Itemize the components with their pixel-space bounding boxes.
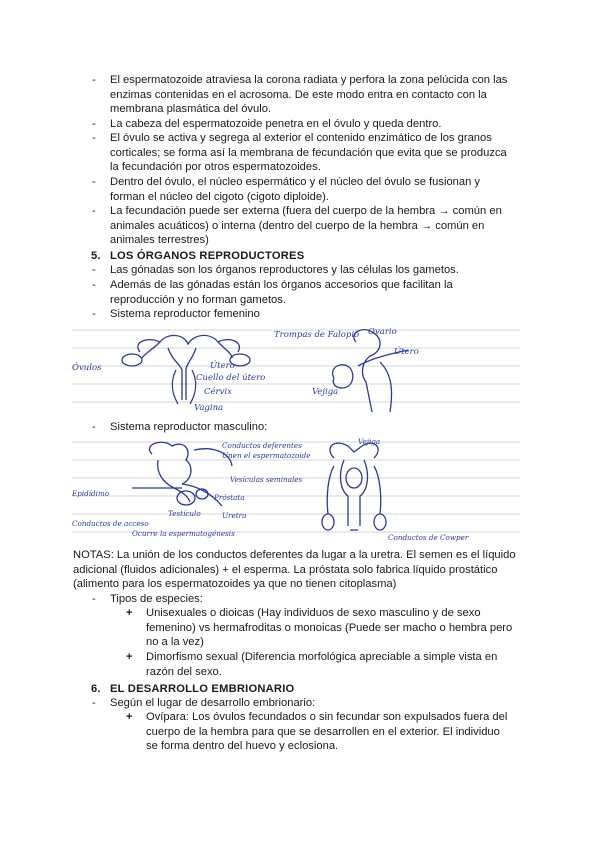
list-item: [92, 278, 510, 307]
label-vejiga-male: Vejiga: [358, 437, 381, 446]
bullet-dash: -: [92, 205, 96, 217]
list-item: [92, 263, 510, 278]
bullet-dash: -: [92, 279, 96, 291]
section-number: 5.: [91, 250, 101, 262]
bullet-dash: -: [92, 697, 96, 709]
label-cervix: Cérvix: [204, 387, 232, 397]
bullet-dash: -: [92, 132, 96, 144]
item-text: El óvulo se activa y segrega al exterior el contenido enzimático de los granos corticales; se forma así la membrana de fecundación que evita que se produzca la fecundación por otros espermatozoides.: [110, 132, 507, 174]
bullet-plus: +: [126, 651, 133, 663]
female-reproductive-diagram: [72, 322, 520, 418]
male-diagram-svg: [72, 436, 520, 546]
item-text: Sistema reproductor femenino: [110, 308, 260, 320]
list-item: [92, 175, 510, 204]
section-heading: [91, 682, 294, 697]
item-text: Dentro del óvulo, el núcleo espermático y el núcleo del óvulo se fusionan y forman el núcleo del cigoto (cigoto diploide).: [110, 176, 481, 203]
list-item: [92, 73, 510, 117]
item-text: La fecundación puede ser externa (fuera del cuerpo de la hembra → común en animales acuáticos) o interna (dentro del cuerpo de la hembra → común en animales terrestres): [110, 205, 502, 247]
bullet-dash: -: [92, 308, 96, 320]
item-text: Tipos de especies:: [110, 593, 203, 605]
section-title: LOS ÓRGANOS REPRODUCTORES: [110, 250, 305, 262]
label-testiculo: Testículo: [168, 509, 201, 518]
label-unen: Unen el espermatozoide: [222, 451, 311, 460]
label-ovulos: Óvulos: [72, 363, 102, 373]
list-item: [92, 696, 510, 711]
label-uretra: Uretra: [222, 511, 247, 520]
label-utero: Útero: [210, 361, 235, 371]
item-text: La cabeza del espermatozoide penetra en el óvulo y queda dentro.: [110, 118, 442, 130]
label-vesiculas: Vesículas seminales: [230, 475, 303, 484]
label-trompas: Trompas de Falopio: [274, 330, 360, 340]
female-diagram-labels: [72, 327, 419, 413]
label-vagina: Vagina: [194, 403, 224, 413]
male-reproductive-diagram: [72, 436, 520, 546]
list-item: [92, 117, 510, 132]
bullet-plus: +: [126, 607, 133, 619]
sub-item-text: Ovípara: Los óvulos fecundados o sin fecundar son expulsados fuera del cuerpo de la hembra para que se desarrollen en el exterior. El individuo se forma dentro del huevo y eclosiona.: [146, 711, 508, 753]
section-title: EL DESARROLLO EMBRIONARIO: [110, 683, 295, 695]
list-item: [92, 592, 510, 607]
sub-list-item: [126, 710, 514, 754]
bullet-dash: -: [92, 74, 96, 86]
label-conductos-deferentes: Conductos deferentes: [222, 441, 302, 450]
label-vejiga: Vejiga: [312, 387, 339, 397]
label-cuello: Cuello del útero: [196, 373, 266, 383]
list-item: [92, 204, 510, 248]
sub-item-text: Dimorfismo sexual (Diferencia morfológica apreciable a simple vista en razón del sexo.: [146, 651, 498, 678]
sub-list-item: [126, 650, 514, 679]
bullet-dash: -: [92, 118, 96, 130]
notebook-lines: [72, 330, 520, 402]
sub-item-text: Unisexuales o dioicas (Hay individuos de sexo masculino y de sexo femenino) vs hermafroditas o monoicas (Puede ser macho o hembra pero no a la vez): [146, 607, 513, 649]
label-epididimo: Epidídimo: [72, 489, 110, 498]
item-text: Sistema reproductor masculino:: [110, 421, 268, 433]
item-text: Según el lugar de desarrollo embrionario:: [110, 697, 316, 709]
male-diagram-labels: [72, 437, 469, 542]
uterus-side-drawing: [333, 330, 408, 412]
list-item: [92, 420, 510, 435]
section-heading: [91, 249, 304, 264]
label-utero-side: Útero: [394, 347, 419, 357]
label-espermatogenesis: Ocurre la espermatogénesis: [132, 529, 235, 538]
sub-list-item: [126, 606, 514, 650]
bullet-dash: -: [92, 421, 96, 433]
bullet-dash: -: [92, 593, 96, 605]
male-front-drawing: [322, 443, 386, 530]
section-number: 6.: [91, 683, 101, 695]
bullet-dash: -: [92, 264, 96, 276]
female-diagram-svg: [72, 322, 520, 418]
label-conductos-acceso: Conductos de acceso: [72, 519, 149, 528]
list-item: [92, 307, 510, 322]
bullet-plus: +: [126, 711, 133, 723]
bullet-dash: -: [92, 176, 96, 188]
list-item: [92, 131, 510, 175]
label-ovario: Ovario: [368, 327, 397, 337]
item-text: Además de las gónadas están los órganos accesorios que facilitan la reproducción y no forman gametos.: [110, 279, 453, 306]
label-prostata: Próstata: [214, 493, 245, 502]
notes-paragraph: NOTAS: La unión de los conductos deferentes da lugar a la uretra. El semen es el líquido adicional (fluidos adicionales) + el esperma. La próstata solo fabrica líquido prostático (alimento para los espermatozoides ya que no tienen citoplasma): [73, 549, 516, 591]
label-cowper: Conductos de Cowper: [388, 533, 469, 542]
item-text: El espermatozoide atraviesa la corona radiata y perfora la zona pelúcida con las enzimas contenidas en el acrosoma. De este modo entra en contacto con la membrana plasmática del óvulo.: [110, 74, 508, 116]
item-text: Las gónadas son los órganos reproductores y las células los gametos.: [110, 264, 459, 276]
